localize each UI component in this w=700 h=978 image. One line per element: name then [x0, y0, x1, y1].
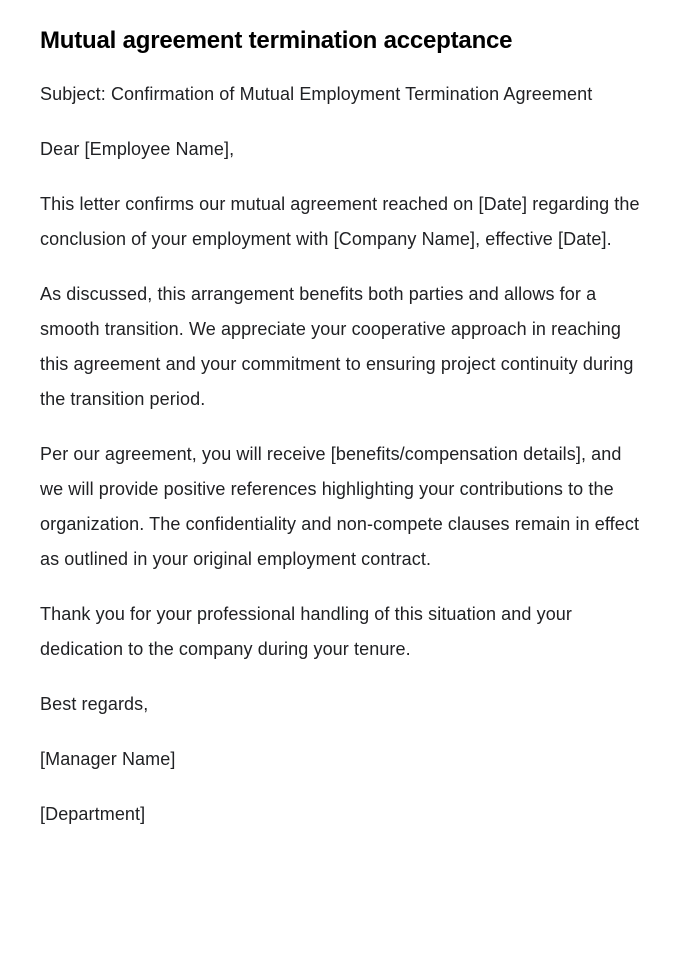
signature-manager-name: [Manager Name]: [40, 749, 176, 769]
signature-department: [Department]: [40, 804, 146, 824]
subject-line: Subject: Confirmation of Mutual Employment Termination Agreement: [40, 84, 593, 104]
body-paragraph-confirmation: This letter confirms our mutual agreement reached on [Date] regarding the conclusion of your employment with [Company Name], effective [Date].: [40, 194, 640, 249]
body-paragraph-benefits: Per our agreement, you will receive [benefits/compensation details], and we will provide positive references highlighting your contributions to the organization. The confidentiality and non-compete clauses remain in effect as outlined in your original employment contract.: [40, 444, 640, 569]
salutation: Dear [Employee Name],: [40, 139, 235, 159]
body-paragraph-thanks: Thank you for your professional handling of this situation and your dedication to the company during your tenure.: [40, 604, 573, 659]
page-title: Mutual agreement termination acceptance: [40, 27, 513, 54]
closing: Best regards,: [40, 694, 149, 714]
body-paragraph-transition: As discussed, this arrangement benefits both parties and allows for a smooth transition. We appreciate your cooperative approach in reaching this agreement and your commitment to ensuring project continuity during the transition period.: [40, 284, 634, 409]
